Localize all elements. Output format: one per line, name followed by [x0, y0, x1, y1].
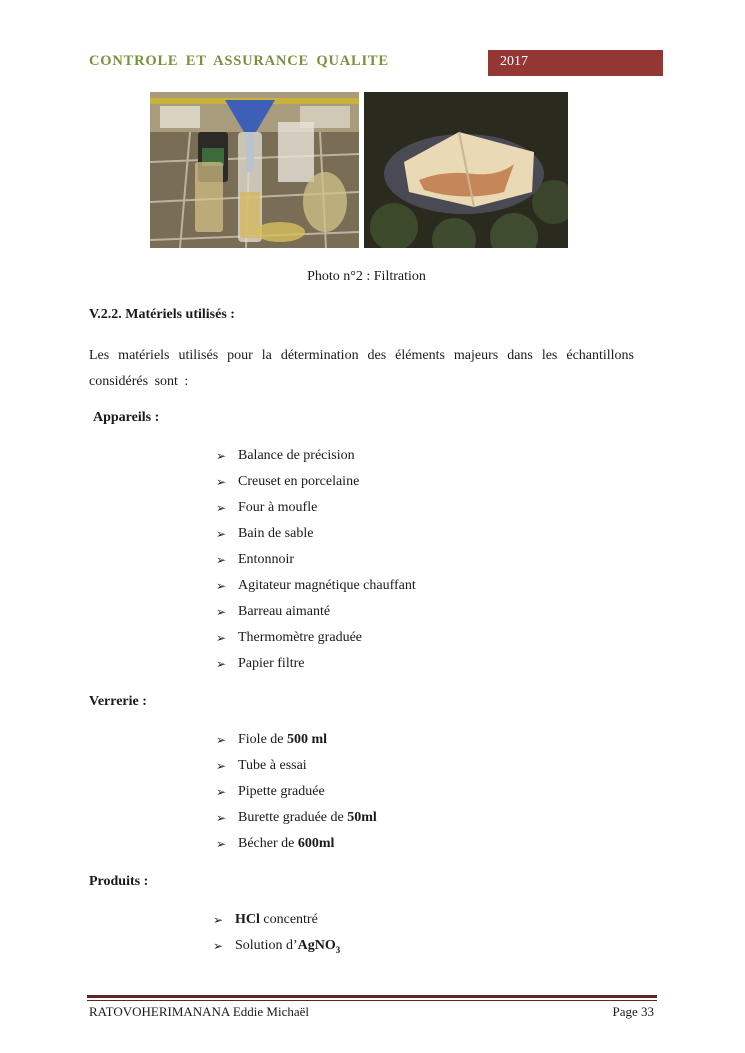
arrowhead-bullet-icon: ➢: [216, 527, 227, 541]
arrowhead-bullet-icon: ➢: [216, 631, 227, 645]
list-item: ➢ HCl concentré: [213, 907, 340, 933]
list-item: ➢ Creuset en porcelaine: [216, 469, 416, 495]
arrowhead-bullet-icon: ➢: [213, 913, 224, 927]
list-item: ➢ Tube à essai: [216, 753, 377, 779]
appareils-list: [216, 443, 416, 677]
arrowhead-bullet-icon: ➢: [216, 605, 227, 619]
list-item: ➢ Entonnoir: [216, 547, 416, 573]
list-item: ➢ Fiole de 500 ml: [216, 727, 377, 753]
produits-list: [213, 907, 340, 959]
arrowhead-bullet-icon: ➢: [216, 449, 227, 463]
verrerie-heading: Verrerie :: [89, 694, 147, 709]
arrowhead-bullet-icon: ➢: [213, 939, 224, 953]
list-item: ➢ Papier filtre: [216, 651, 416, 677]
arrowhead-bullet-icon: ➢: [216, 553, 227, 567]
appareils-heading: Appareils :: [93, 410, 160, 425]
footer-page-number: Page 33: [612, 1004, 654, 1019]
list-item: ➢ Thermomètre graduée: [216, 625, 416, 651]
produits-heading: Produits :: [89, 874, 149, 889]
footer-divider-thin: [87, 1000, 657, 1001]
intro-paragraph: Les matériels utilisés pour la détermination des éléments majeurs dans les échantillons considérés sont :: [89, 348, 634, 389]
arrowhead-bullet-icon: ➢: [216, 501, 227, 515]
photo-filter-paper: [364, 92, 568, 248]
list-item: ➢ Burette graduée de 50ml: [216, 805, 377, 831]
list-item: ➢ Solution d’AgNO$_3$: [213, 933, 340, 959]
arrowhead-bullet-icon: ➢: [216, 785, 227, 799]
arrowhead-bullet-icon: ➢: [216, 579, 227, 593]
list-item: ➢ Agitateur magnétique chauffant: [216, 573, 416, 599]
verrerie-list: [216, 727, 377, 857]
arrowhead-bullet-icon: ➢: [216, 475, 227, 489]
figure-caption: Photo n°2 : Filtration: [307, 269, 426, 284]
list-item: ➢ Four à moufle: [216, 495, 416, 521]
arrowhead-bullet-icon: ➢: [216, 733, 227, 747]
list-item: ➢ Pipette graduée: [216, 779, 377, 805]
running-header-title: CONTROLE ET ASSURANCE QUALITE: [89, 53, 389, 69]
photo-funnel-filtration: [150, 92, 359, 248]
list-item: ➢ Barreau aimanté: [216, 599, 416, 625]
arrowhead-bullet-icon: ➢: [216, 811, 227, 825]
running-header-year: 2017: [488, 50, 663, 76]
list-item: ➢ Bécher de 600ml: [216, 831, 377, 857]
list-item: ➢ Bain de sable: [216, 521, 416, 547]
arrowhead-bullet-icon: ➢: [216, 837, 227, 851]
section-heading: V.2.2. Matériels utilisés :: [89, 307, 235, 322]
list-item: ➢ Balance de précision: [216, 443, 416, 469]
footer-divider-thick: [87, 995, 657, 998]
footer-author: RATOVOHERIMANANA Eddie Michaël: [89, 1004, 310, 1019]
arrowhead-bullet-icon: ➢: [216, 759, 227, 773]
arrowhead-bullet-icon: ➢: [216, 657, 227, 671]
